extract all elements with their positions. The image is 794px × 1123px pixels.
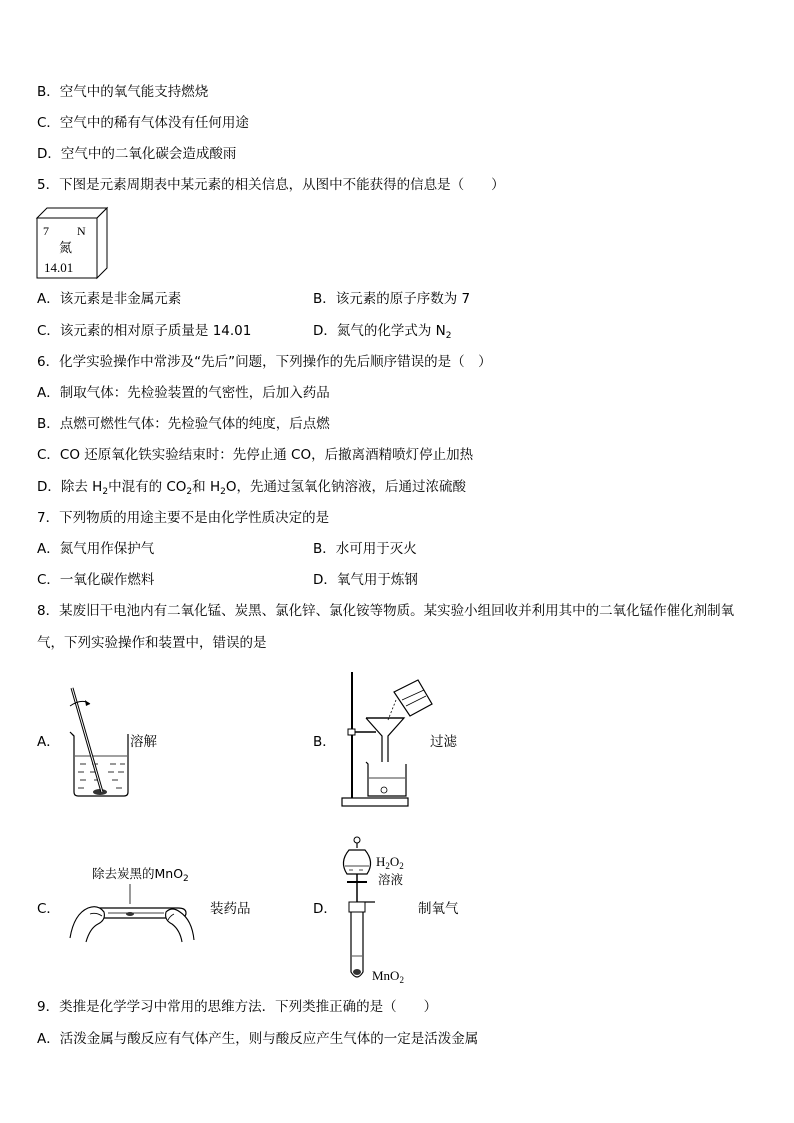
q6-option-b: B．点燃可燃性气体：先检验气体的纯度，后点燃 xyxy=(37,416,330,432)
q7-option-b: B．水可用于灭火 xyxy=(313,541,417,557)
element-symbol: N xyxy=(77,224,86,238)
q9-option-a: A．活泼金属与酸反应有气体产生，则与酸反应产生气体的一定是活泼金属 xyxy=(37,1031,479,1047)
q8-option-c-label: 装药品 xyxy=(210,901,251,917)
dissolving-illustration xyxy=(60,684,140,799)
q8-stem-line1: 8．某废旧干电池内有二氧化锰、炭黑、氯化锌、氯化铵等物质。某实验小组回收并利用其中的二氧化锰作催化剂制氧 xyxy=(37,603,735,619)
q5-option-b: B．该元素的原子序数为 7 xyxy=(313,291,471,307)
q8-option-d-label: 制氧气 xyxy=(418,901,459,917)
loading-reagent-illustration xyxy=(68,884,198,944)
q6-option-d: D．除去 $H_2$中混有的 $CO_2$和 $H_2O$，先通过氢氧化钠溶液，后通过浓硫酸 xyxy=(37,479,466,497)
q8-option-d-letter: D． xyxy=(313,901,337,917)
q5-stem: 5．下图是元素周期表中某元素的相关信息，从图中不能获得的信息是（ ） xyxy=(37,177,505,193)
q8-option-a-letter: A． xyxy=(37,734,60,750)
q8-option-b-label: 过滤 xyxy=(430,734,457,750)
q5-option-c: C．该元素的相对原子质量是 14.01 xyxy=(37,323,252,339)
q4-option-d: D．空气中的二氧化碳会造成酸雨 xyxy=(37,146,237,162)
q8-stem-line2: 气，下列实验操作和装置中，错误的是 xyxy=(37,635,267,651)
q4-option-b: B．空气中的氧气能支持燃烧 xyxy=(37,84,209,100)
element-atomic-number: 7 xyxy=(43,224,49,238)
q8-option-d-fig-solution: 溶液 xyxy=(378,872,404,887)
q6-stem: 6．化学实验操作中常涉及“先后”问题，下列操作的先后顺序错误的是（ ） xyxy=(37,354,492,370)
q9-stem: 9．类推是化学学习中常用的思维方法．下列类推正确的是（ ） xyxy=(37,999,438,1015)
element-tile xyxy=(37,208,107,278)
q8-option-b-letter: B． xyxy=(313,734,336,750)
element-mass: 14.01 xyxy=(44,260,74,275)
q8-option-a-label: 溶解 xyxy=(130,734,157,750)
q5-option-a: A．该元素是非金属元素 xyxy=(37,291,182,307)
q5-option-d: D．氮气的化学式为 $N_2$ xyxy=(313,323,452,341)
q7-stem: 7．下列物质的用途主要不是由化学性质决定的是 xyxy=(37,510,330,526)
element-name: 氮 xyxy=(59,241,73,256)
q6-option-c: C．CO 还原氧化铁实验结束时：先停止通 CO，后撤离酒精喷灯停止加热 xyxy=(37,447,474,463)
q7-option-c: C．一氧化碳作燃料 xyxy=(37,572,155,588)
q8-option-d-fig-mno2: MnO$_2$ xyxy=(372,968,404,985)
q8-option-d-fig-h2o2: $H_2O_2$ xyxy=(376,854,404,871)
q8-option-c-fig-caption: 除去炭黑的MnO$_2$ xyxy=(92,866,189,884)
q4-option-c: C．空气中的稀有气体没有任何用途 xyxy=(37,115,249,131)
q8-option-c-letter: C． xyxy=(37,901,60,917)
q6-option-a: A．制取气体：先检验装置的气密性，后加入药品 xyxy=(37,385,330,401)
filtration-illustration xyxy=(340,670,435,810)
q7-option-a: A．氮气用作保护气 xyxy=(37,541,155,557)
q7-option-d: D．氧气用于炼钢 xyxy=(313,572,418,588)
